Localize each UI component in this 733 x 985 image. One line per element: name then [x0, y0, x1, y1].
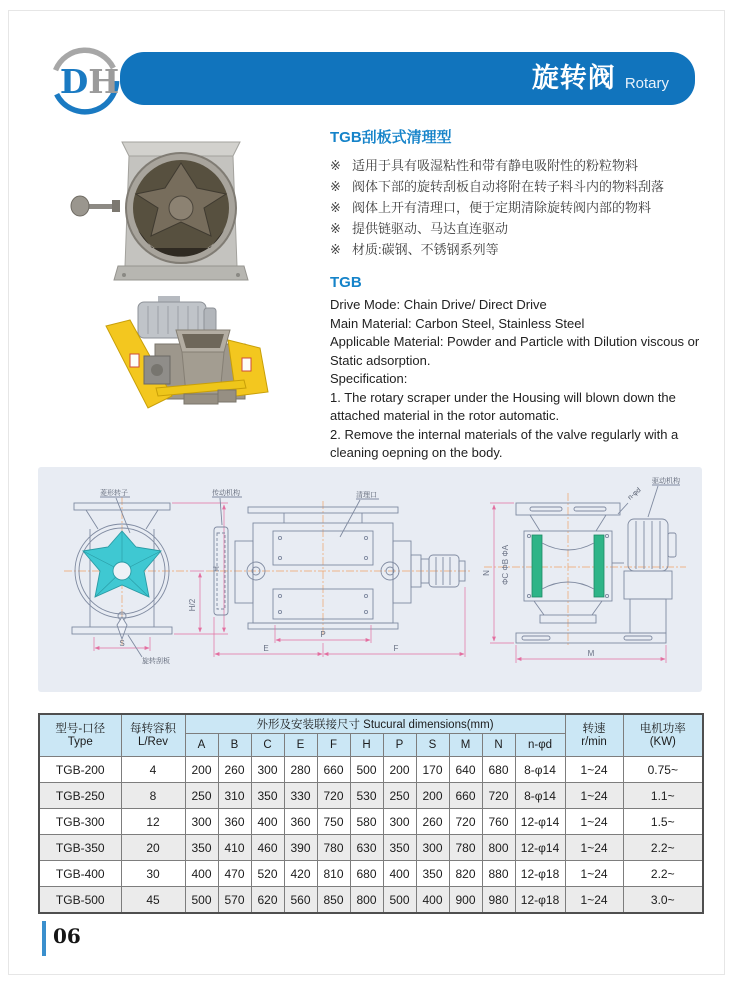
model-cell: TGB-200 [39, 757, 121, 783]
page-number: 06 [53, 924, 81, 948]
spec-title: TGB [330, 274, 362, 291]
feature-item [330, 155, 702, 176]
value-cell: 300 [383, 809, 416, 835]
spec-line: Specification: [330, 371, 408, 386]
page-number-bar [42, 921, 46, 956]
value-cell: 250 [185, 783, 218, 809]
dim-col-header: B [218, 734, 251, 757]
value-cell: 30 [121, 861, 185, 887]
page-subtitle: Rotary [624, 75, 669, 92]
col-header-speed [565, 714, 623, 757]
dim-h2: H/2 [188, 598, 197, 612]
feature-list [330, 155, 702, 260]
spec-line: 2. Remove the internal materials of the valve regularly with a cleaning oepning on the body. [330, 426, 679, 460]
value-cell: 12-φ14 [515, 809, 565, 835]
dim-s: S [119, 639, 125, 648]
bullet-marker: ※ [330, 200, 341, 215]
value-cell: 500 [383, 887, 416, 914]
value-cell: 420 [284, 861, 317, 887]
value-cell: 300 [416, 835, 449, 861]
model-cell: TGB-250 [39, 783, 121, 809]
col-header-power [623, 714, 703, 757]
value-cell: 720 [449, 809, 482, 835]
value-cell: 720 [482, 783, 515, 809]
product-photo-drive [100, 296, 300, 421]
dim-h: H [212, 566, 221, 572]
value-cell: 12-φ14 [515, 835, 565, 861]
dim-col-header: P [383, 734, 416, 757]
value-cell: 2.2~ [623, 835, 703, 861]
value-cell: 620 [251, 887, 284, 914]
table-body [39, 757, 703, 914]
page-title: 旋转阀 [531, 63, 616, 93]
technical-drawing [38, 467, 702, 692]
feature-text: 阀体下部的旋转刮板自动将附在转子料斗内的物料刮落 [352, 179, 665, 194]
value-cell: 500 [350, 757, 383, 783]
transmission-callout: 传动机构 [212, 490, 240, 497]
spec-line: 1. The rotary scraper under the Housing will blown down the attached material in the rotor automatic. [330, 389, 676, 423]
value-cell: 200 [185, 757, 218, 783]
rotor-callout: 菱形转子 [100, 490, 128, 497]
bullet-marker: ※ [330, 242, 341, 257]
value-cell: 410 [218, 835, 251, 861]
side-elevation-view [206, 488, 472, 657]
table-row [39, 835, 703, 861]
spec-line: Drive Mode: Chain Drive/ Direct Drive [330, 297, 547, 312]
value-cell: 720 [317, 783, 350, 809]
value-cell: 570 [218, 887, 251, 914]
scraper-callout: 旋转刮板 [142, 658, 170, 665]
col-header-speed-en: r/min [581, 735, 607, 748]
spec-line: Main Material: Carbon Steel, Stainless Steel [330, 315, 585, 331]
value-cell: 680 [482, 757, 515, 783]
dim-col-header: C [251, 734, 284, 757]
value-cell: 20 [121, 835, 185, 861]
table-row [39, 861, 703, 887]
value-cell: 400 [416, 887, 449, 914]
col-header-dims-group: 外形及安装联接尺寸 Stucural dimensions(mm) [185, 714, 565, 734]
value-cell: 850 [317, 887, 350, 914]
feature-item [330, 197, 702, 218]
col-header-speed-zh: 转速 [582, 722, 606, 735]
value-cell: 1~24 [565, 783, 623, 809]
rotor-pocket-right [594, 535, 604, 597]
value-cell: 1~24 [565, 809, 623, 835]
feature-text: 材质:碳钢、不锈钢系列等 [352, 242, 499, 257]
dim-col-header: H [350, 734, 383, 757]
spec-line: Applicable Material: Powder and Particle with Dilution viscous or Static adsorption. [330, 334, 700, 368]
value-cell: 660 [449, 783, 482, 809]
value-cell: 780 [449, 835, 482, 861]
col-header-volume-zh: 每转容积 [130, 722, 176, 735]
value-cell: 400 [251, 809, 284, 835]
dim-col-header: N [482, 734, 515, 757]
dim-col-header: M [449, 734, 482, 757]
spec-lines [330, 296, 702, 463]
value-cell: 310 [218, 783, 251, 809]
header-banner [120, 52, 695, 105]
dim-f: F [393, 644, 399, 653]
value-cell: 980 [482, 887, 515, 914]
table-row [39, 809, 703, 835]
value-cell: 460 [251, 835, 284, 861]
value-cell: 820 [449, 861, 482, 887]
front-section-view [64, 488, 228, 665]
col-header-power-en: (KW) [649, 735, 676, 748]
end-view-with-motor [482, 476, 686, 663]
feature-item [330, 218, 702, 239]
feature-text: 提供链驱动、马达直连驱动 [352, 221, 509, 236]
value-cell: 630 [350, 835, 383, 861]
dim-col-header: S [416, 734, 449, 757]
value-cell: 330 [284, 783, 317, 809]
rotor-pocket-left [532, 535, 542, 597]
value-cell: 520 [251, 861, 284, 887]
value-cell: 1~24 [565, 861, 623, 887]
model-cell: TGB-400 [39, 861, 121, 887]
value-cell: 660 [317, 757, 350, 783]
value-cell: 560 [284, 887, 317, 914]
dim-n: N [482, 570, 491, 576]
feature-item [330, 239, 702, 260]
feature-text: 阀体上开有清理口，便于定期清除旋转阀内部的物料 [352, 200, 652, 215]
dim-p: P [320, 630, 326, 639]
drive-callout: 驱动机构 [652, 478, 680, 485]
value-cell: 170 [416, 757, 449, 783]
value-cell: 8-φ14 [515, 757, 565, 783]
value-cell: 680 [350, 861, 383, 887]
model-cell: TGB-500 [39, 887, 121, 914]
value-cell: 530 [350, 783, 383, 809]
bullet-marker: ※ [330, 221, 341, 236]
dh-logo-icon [46, 44, 124, 116]
value-cell: 750 [317, 809, 350, 835]
feature-text: 适用于具有吸湿粘性和带有静电吸附性的粉粒物料 [352, 158, 639, 173]
table-row [39, 887, 703, 914]
value-cell: 580 [350, 809, 383, 835]
value-cell: 470 [218, 861, 251, 887]
dim-col-header: E [284, 734, 317, 757]
value-cell: 350 [383, 835, 416, 861]
col-header-power-zh: 电机功率 [639, 722, 686, 735]
value-cell: 300 [185, 809, 218, 835]
table-row [39, 783, 703, 809]
table-row [39, 757, 703, 783]
dim-n-phi-d: n-φd [626, 486, 643, 502]
value-cell: 880 [482, 861, 515, 887]
feature-item [330, 176, 702, 197]
dim-col-header: n-φd [515, 734, 565, 757]
value-cell: 360 [218, 809, 251, 835]
value-cell: 4 [121, 757, 185, 783]
features-title: TGB刮板式清理型 [330, 129, 452, 146]
value-cell: 200 [416, 783, 449, 809]
cleanout-callout: 清理口 [356, 492, 377, 499]
value-cell: 2.2~ [623, 861, 703, 887]
value-cell: 8 [121, 783, 185, 809]
value-cell: 250 [383, 783, 416, 809]
description-column [330, 126, 702, 463]
dh-logo [46, 44, 124, 116]
dim-m: M [587, 649, 595, 658]
col-header-type-en: Type [67, 735, 93, 748]
value-cell: 780 [317, 835, 350, 861]
value-cell: 0.75~ [623, 757, 703, 783]
value-cell: 8-φ14 [515, 783, 565, 809]
value-cell: 1.1~ [623, 783, 703, 809]
value-cell: 500 [185, 887, 218, 914]
logo-letter-h: H [88, 62, 120, 102]
bullet-marker: ※ [330, 158, 341, 173]
bullet-marker: ※ [330, 179, 341, 194]
value-cell: 280 [284, 757, 317, 783]
value-cell: 1.5~ [623, 809, 703, 835]
logo-letter-d: D [59, 62, 89, 102]
value-cell: 900 [449, 887, 482, 914]
value-cell: 1~24 [565, 887, 623, 914]
value-cell: 1~24 [565, 835, 623, 861]
technical-drawing-panel [38, 467, 702, 692]
col-header-volume-en: L/Rev [137, 735, 169, 748]
value-cell: 3.0~ [623, 887, 703, 914]
dim-e: E [263, 644, 269, 653]
value-cell: 200 [383, 757, 416, 783]
value-cell: 12-φ18 [515, 861, 565, 887]
value-cell: 12 [121, 809, 185, 835]
dim-col-header: A [185, 734, 218, 757]
product-photo-front [70, 138, 280, 288]
value-cell: 640 [449, 757, 482, 783]
col-header-type-zh: 型号-口径 [55, 722, 106, 735]
model-cell: TGB-300 [39, 809, 121, 835]
value-cell: 260 [416, 809, 449, 835]
col-header-type [39, 714, 121, 757]
value-cell: 350 [416, 861, 449, 887]
value-cell: 12-φ18 [515, 887, 565, 914]
value-cell: 760 [482, 809, 515, 835]
value-cell: 400 [383, 861, 416, 887]
value-cell: 400 [185, 861, 218, 887]
value-cell: 1~24 [565, 757, 623, 783]
value-cell: 45 [121, 887, 185, 914]
value-cell: 810 [317, 861, 350, 887]
value-cell: 800 [350, 887, 383, 914]
value-cell: 800 [482, 835, 515, 861]
value-cell: 300 [251, 757, 284, 783]
dimensions-table [38, 713, 704, 914]
dim-phi-stack: ΦC ΦB ΦA [501, 544, 510, 585]
value-cell: 350 [185, 835, 218, 861]
value-cell: 390 [284, 835, 317, 861]
value-cell: 260 [218, 757, 251, 783]
dim-col-header: F [317, 734, 350, 757]
model-cell: TGB-350 [39, 835, 121, 861]
col-header-volume [121, 714, 185, 757]
value-cell: 360 [284, 809, 317, 835]
svg-text:DH [60, 62, 119, 101]
value-cell: 350 [251, 783, 284, 809]
